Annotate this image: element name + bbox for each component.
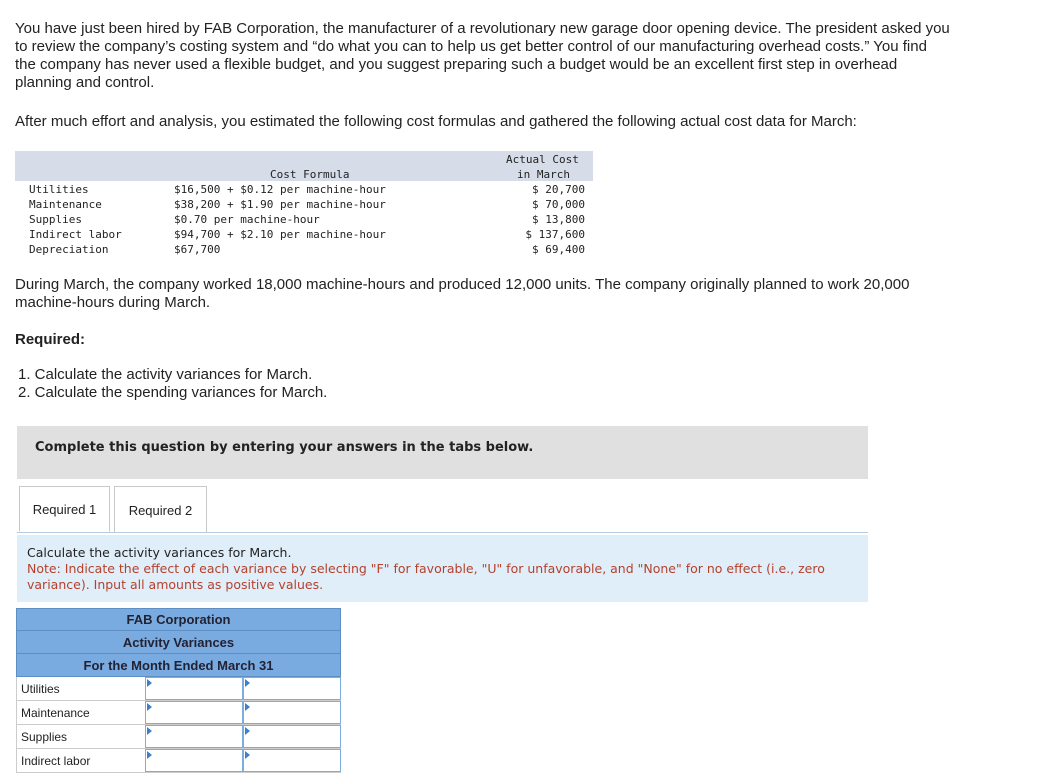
row-label-supplies: Supplies [16, 725, 145, 748]
table-row [16, 677, 341, 701]
utilities-amount-input[interactable] [145, 677, 243, 700]
cost-item-supplies: Supplies [29, 213, 82, 226]
actual-cost-header-line1: Actual Cost [506, 153, 579, 166]
instruction-banner [17, 426, 868, 479]
actual-cost-header-line2: in March [517, 168, 570, 181]
required-item-1: 1. Calculate the activity variances for March. [18, 366, 313, 383]
row-label-utilities: Utilities [16, 677, 145, 700]
table-row [16, 701, 341, 725]
supplies-amount-input[interactable] [145, 725, 243, 748]
row-label-indirect-labor: Indirect labor [16, 749, 145, 772]
cost-item-maintenance: Maintenance [29, 198, 102, 211]
cost-formula-depreciation: $67,700 [174, 243, 221, 256]
required-list [18, 366, 327, 402]
tab-required-1[interactable]: Required 1 [19, 486, 110, 532]
actual-cost-utilities: $ 20,700 [532, 183, 585, 196]
supplies-effect-select[interactable] [243, 725, 341, 748]
actual-cost-depreciation: $ 69,400 [532, 243, 585, 256]
row-label-maintenance: Maintenance [16, 701, 145, 724]
march-activity-paragraph: During March, the company worked 18,000 machine-hours and produced 12,000 units. The company originally planned to work 20,000 machine-hours during March. [15, 276, 910, 311]
cost-item-utilities: Utilities [29, 183, 89, 196]
instruction-text: Complete this question by entering your answers in the tabs below. [35, 440, 534, 455]
cost-formula-utilities: $16,500 + $0.12 per machine-hour [174, 183, 386, 196]
actual-cost-maintenance: $ 70,000 [532, 198, 585, 211]
note-main-text: Calculate the activity variances for March. [27, 545, 292, 560]
intro-paragraph: You have just been hired by FAB Corporation, the manufacturer of a revolutionary new garage door opening device. The president asked you to review the company’s costing system and “do what you can to help us get better control of our manufacturing overhead costs.” You find the company has never used a flexible budget, and you suggest preparing such a budget would be an excellent first step in overhead planning and control. [15, 20, 950, 91]
cost-item-indirect-labor: Indirect labor [29, 228, 122, 241]
maintenance-amount-input[interactable] [145, 701, 243, 724]
required-heading: Required: [15, 331, 86, 348]
tab-required-2[interactable]: Required 2 [114, 486, 207, 533]
activity-variance-table [16, 608, 341, 773]
actual-cost-supplies: $ 13,800 [532, 213, 585, 226]
variance-table-title-report: Activity Variances [16, 631, 341, 654]
variance-table-title-company: FAB Corporation [16, 608, 341, 631]
tab-divider [17, 532, 868, 533]
indirect-labor-amount-input[interactable] [145, 749, 243, 772]
variance-table-title-period: For the Month Ended March 31 [16, 654, 341, 677]
required-item-2: 2. Calculate the spending variances for March. [18, 384, 328, 401]
cost-formula-indirect-labor: $94,700 + $2.10 per machine-hour [174, 228, 386, 241]
note-instruction-text: Note: Indicate the effect of each variance by selecting "F" for favorable, "U" for unfavorable, and "None" for no effect (i.e., zero variance). Input all amounts as positive values. [27, 561, 825, 592]
maintenance-effect-select[interactable] [243, 701, 341, 724]
actual-cost-indirect-labor: $ 137,600 [525, 228, 585, 241]
indirect-labor-effect-select[interactable] [243, 749, 341, 772]
cost-formula-supplies: $0.70 per machine-hour [174, 213, 320, 226]
cost-formula-table [15, 151, 593, 259]
utilities-effect-select[interactable] [243, 677, 341, 700]
cost-item-depreciation: Depreciation [29, 243, 109, 256]
question-note-box [17, 535, 868, 602]
table-row [16, 749, 341, 773]
cost-data-intro: After much effort and analysis, you estimated the following cost formulas and gathered the following actual cost data for March: [15, 113, 857, 130]
table-row [16, 725, 341, 749]
cost-formula-maintenance: $38,200 + $1.90 per machine-hour [174, 198, 386, 211]
cost-formula-header: Cost Formula [270, 168, 350, 181]
